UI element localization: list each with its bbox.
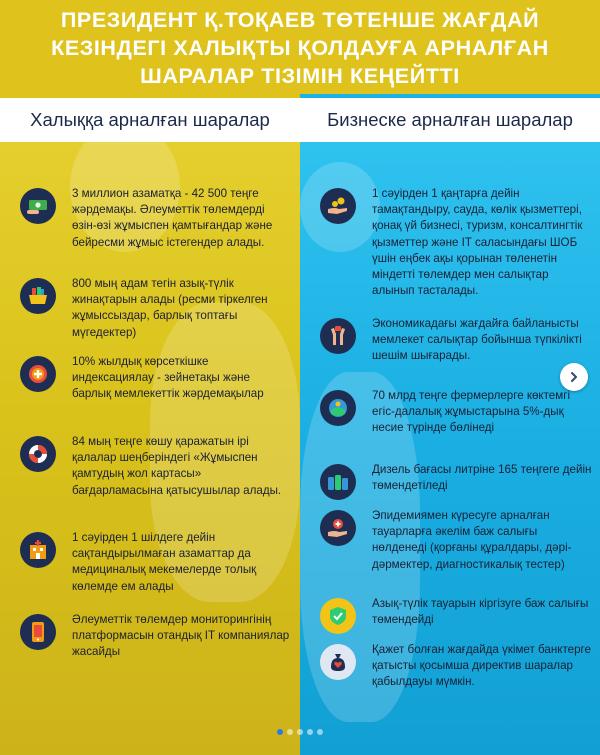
raised-hands-icon [320, 318, 356, 354]
list-item [320, 596, 592, 634]
hand-coins-icon [320, 188, 356, 224]
list-item [320, 462, 592, 500]
medical-hand-icon [320, 510, 356, 546]
list-item [320, 316, 592, 365]
carousel-dot-5[interactable] [317, 729, 323, 735]
right-section-title: Бизнеске арналған шаралар [327, 109, 573, 130]
list-item [320, 508, 592, 573]
list-item [20, 612, 292, 661]
list-item [20, 434, 292, 499]
list-item [20, 354, 292, 403]
carousel-dot-2[interactable] [287, 729, 293, 735]
list-item [320, 388, 592, 437]
list-item-text: Эпидемиямен күресуге арналған тауарларға әкелім баж салығы нөлденеді (қорғаны құралдары, дәрі-дәрмектер, диагностикалық тестер) [372, 509, 572, 571]
list-item-text: 3 миллион азаматқа - 42 500 теңге жәрдемақы. Әлеуметтік төлемдерді өзін-өзі жұмыспен қамтығандар және бейресми жұмыс істегендер алады. [72, 187, 273, 249]
list-item-text: 1 сәуірден 1 қаңтарға дейін тамақтандыру, сауда, көлік қызметтері, қонақ үй бизнесі, туризм, консалтингтік қызметтер және IT саласындағы ШОБ үшін еңбек ақы қорынан төленетін міндетті төлемдер мен салықтар алынып тасталады. [372, 187, 583, 298]
list-item [20, 186, 292, 251]
farm-globe-icon [320, 390, 356, 426]
list-item-text: Әлеуметтік төлемдер мониторингінің платформасын отандық IT компаниялар жасайды [72, 613, 290, 659]
carousel-dots [0, 729, 600, 739]
right-section-header [300, 94, 600, 142]
section-titles [0, 94, 600, 142]
list-item-text: 10% жылдық көрсеткішке индексациялау - зейнетақы және барлық мемлекеттік жәрдемақылар [72, 355, 264, 401]
headline-line-1: ПРЕЗИДЕНТ Қ.ТОҚАЕВ ТӨТЕНШЕ ЖАҒДАЙ [60, 8, 540, 32]
lifebuoy-icon [20, 436, 56, 472]
money-hand-icon [20, 188, 56, 224]
food-shield-icon [320, 598, 356, 634]
headline-line-3: ШАРАЛАР ТІЗІМІН КЕҢЕЙТТІ [140, 64, 460, 88]
grocery-basket-icon [20, 278, 56, 314]
list-item-text: Азық-түлік тауарын кіргізуге баж салығы төмендейді [372, 597, 589, 627]
carousel-dot-3[interactable] [297, 729, 303, 735]
list-item-text: 84 мың теңге көшу қаражатын ірі қалалар шеңберіндегі «Жұмыспен қамтудың жол картасы» бағдарламасына қатысушылар алады. [72, 435, 282, 497]
list-item [20, 276, 292, 341]
list-item [320, 186, 592, 299]
list-item-text: Қажет болған жағдайда үкімет банктерге қатысты қосымша директив шаралар қабылдауы мүмкін. [372, 643, 591, 689]
header-banner [0, 0, 600, 94]
money-bag-heart-icon [320, 644, 356, 680]
chevron-right-icon [568, 371, 580, 383]
list-item-text: 70 млрд теңге фермерлерге көктемгі егіс-далалық жұмыстарына 5%-дық несие түрінде бөлінеді [372, 389, 571, 435]
carousel-dot-4[interactable] [307, 729, 313, 735]
left-section-title: Халыққа арналған шаралар [30, 109, 270, 130]
headline-line-2: КЕЗІНДЕГІ ХАЛЫҚТЫ ҚОЛДАУҒА АРНАЛҒАН [51, 36, 549, 60]
list-item-text: Дизель бағасы литріне 165 теңгеге дейін төмендетіледі [372, 463, 592, 493]
carousel-dot-1[interactable] [277, 729, 283, 735]
plus-badge-icon [20, 356, 56, 392]
smartphone-icon [20, 614, 56, 650]
left-section-header [0, 94, 300, 142]
hospital-icon [20, 532, 56, 568]
list-item-text: Экономикадағы жағдайға байланысты мемлекет салықтар бойынша түпкілікті шешім шығарады. [372, 317, 582, 363]
list-item-text: 800 мың адам тегін азық-түлік жинақтарын алады (ресми тіркелген жұмыссыздар, барлық топтағы мүгедектер) [72, 277, 268, 339]
list-item [20, 530, 292, 595]
list-item [320, 642, 592, 691]
left-column [0, 142, 300, 755]
fuel-tanks-icon [320, 464, 356, 500]
right-column [300, 142, 600, 755]
list-item-text: 1 сәуірден 1 шілдеге дейін сақтандырылмаған азаматтар да медициналық мекемелерде толық көлемде ем алады [72, 531, 257, 593]
next-slide-button[interactable] [560, 363, 588, 391]
